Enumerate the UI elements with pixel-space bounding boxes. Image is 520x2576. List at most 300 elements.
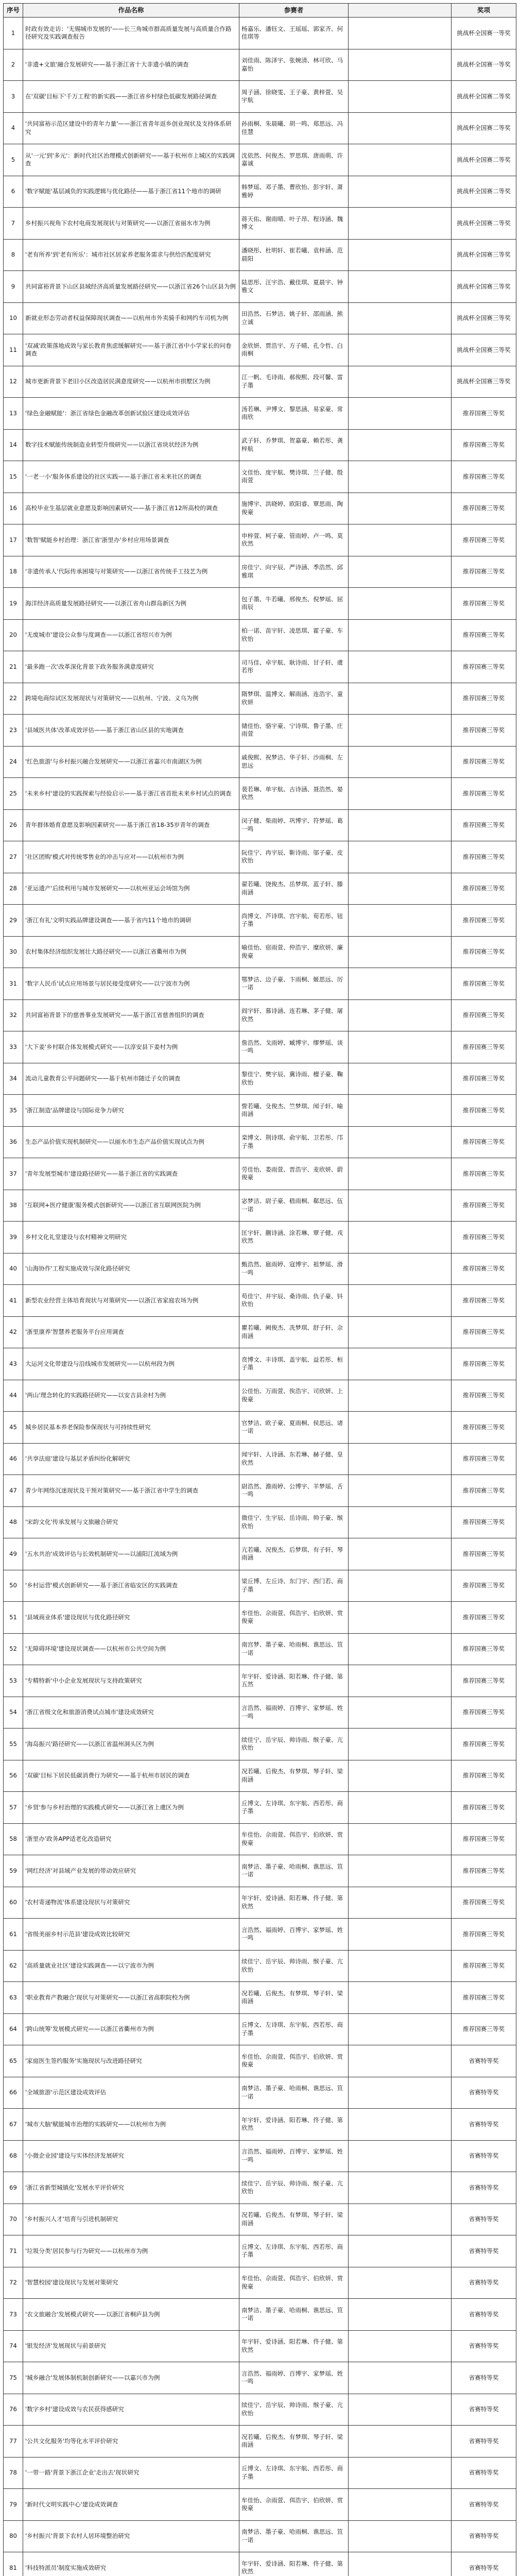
cell-title: '网红经济'对县域产业发展的带动效应研究 — [23, 1855, 239, 1887]
table-row — [4, 18, 516, 49]
cell-authors: 贲博文、丰诗琪、盖宇航、益若彤、桓子墨 — [239, 1348, 349, 1380]
cell-no: 72 — [4, 2267, 23, 2299]
cell-award: 推荐国赛三等奖 — [452, 1602, 516, 1634]
cell-authors: 黎佳宁、樊宇辰、冀诗雨、檀子豪、鞠欣怡 — [239, 1063, 349, 1095]
cell-unit — [349, 778, 452, 810]
cell-award: 推荐国赛三等奖 — [452, 1697, 516, 1728]
cell-no: 22 — [4, 683, 23, 715]
table-row — [4, 1253, 516, 1285]
cell-no: 37 — [4, 1158, 23, 1190]
cell-no: 21 — [4, 651, 23, 683]
cell-award: 省赛特等奖 — [452, 2172, 516, 2204]
cell-unit — [349, 208, 452, 240]
cell-authors: 丘博文、左诗琪、东宇航、西若彤、商子墨 — [239, 2457, 349, 2489]
cell-no: 75 — [4, 2362, 23, 2394]
cell-unit — [349, 1348, 452, 1380]
cell-no: 78 — [4, 2457, 23, 2489]
cell-unit — [349, 2109, 452, 2141]
cell-no: 67 — [4, 2109, 23, 2141]
cell-authors: 续佳宁、岳宇辰、帅诗雨、缑子豪、亢欣怡 — [239, 2172, 349, 2204]
cell-title: '县域医共体'改革成效评估——基于浙江省山区县的实地调查 — [23, 715, 239, 747]
table-row — [4, 2235, 516, 2267]
cell-award: 推荐国赛三等奖 — [452, 809, 516, 841]
cell-award: 推荐国赛三等奖 — [452, 1633, 516, 1665]
cell-title: '浙里康养'智慧养老服务平台应用调查 — [23, 1316, 239, 1348]
table-row — [4, 1950, 516, 1982]
table-row — [4, 2330, 516, 2362]
cell-award: 省赛特等奖 — [452, 2140, 516, 2172]
cell-authors: 鄂梦洁、边子豪、卞雨桐、姬思远、厉一诺 — [239, 968, 349, 1000]
cell-award: 省赛特等奖 — [452, 2520, 516, 2552]
cell-unit — [349, 144, 452, 176]
cell-no: 64 — [4, 2013, 23, 2045]
cell-award: 挑战杯全国赛二等奖 — [452, 208, 516, 240]
table-row — [4, 1697, 516, 1728]
cell-unit — [349, 1633, 452, 1665]
cell-unit — [349, 2045, 452, 2077]
cell-award: 推荐国赛三等奖 — [452, 1760, 516, 1792]
table-row — [4, 1095, 516, 1127]
cell-award: 推荐国赛三等奖 — [452, 1095, 516, 1127]
table-row — [4, 1982, 516, 2014]
cell-title: '银发经济'发展现状与前景研究 — [23, 2330, 239, 2362]
cell-title: '科技特派员'制度实施成效研究 — [23, 2552, 239, 2576]
cell-no: 31 — [4, 968, 23, 1000]
cell-title: 乡村振兴视角下农村电商发展现状与对策研究——以浙江省丽水市为例 — [23, 208, 239, 240]
cell-award: 推荐国赛三等奖 — [452, 1443, 516, 1475]
cell-authors: 年宇轩、爱诗涵、阳若琳、佟子健、第欣然 — [239, 2552, 349, 2576]
cell-award: 省赛特等奖 — [452, 2426, 516, 2458]
cell-title: 高校毕业生基层就业意愿及影响因素研究——基于浙江省12所高校的调查 — [23, 493, 239, 524]
table-row — [4, 176, 516, 208]
cell-no: 9 — [4, 271, 23, 303]
table-row — [4, 905, 516, 937]
cell-no: 14 — [4, 429, 23, 461]
cell-authors: 尚博文、芦诗琪、宫宇航、荀若彤、钮子墨 — [239, 905, 349, 937]
cell-unit — [349, 49, 452, 81]
cell-no: 6 — [4, 176, 23, 208]
table-row — [4, 1919, 516, 1951]
cell-unit — [349, 2267, 452, 2299]
cell-unit — [349, 1982, 452, 2014]
table-row — [4, 683, 516, 715]
cell-authors: 牟佳怡、佘雨萱、佴浩宇、伯欣妍、赏俊豪 — [239, 2045, 349, 2077]
cell-no: 47 — [4, 1475, 23, 1507]
cell-authors: 牟佳怡、佘雨萱、佴浩宇、伯欣妍、赏俊豪 — [239, 2489, 349, 2521]
cell-authors: 杨嘉乐、潘钰文、王瑶瑶、郭家齐、何佳琪等 — [239, 18, 349, 49]
cell-authors: 申梓萱、柯子豪、管雨婷、卢一鸣、莫欣然 — [239, 524, 349, 556]
cell-unit — [349, 1475, 452, 1507]
cell-award: 推荐国赛三等奖 — [452, 1950, 516, 1982]
cell-title: '双减'政策落地成效与家长教育焦虑缓解研究——基于浙江省中小学家长的问卷调查 — [23, 334, 239, 366]
cell-award: 推荐国赛三等奖 — [452, 398, 516, 430]
cell-title: '垃圾分类'居民参与行为研究——以杭州市为例 — [23, 2235, 239, 2267]
cell-unit — [349, 1253, 452, 1285]
cell-authors: 况若曦、后俊杰、有梦琪、琴子轩、梁雨涵 — [239, 2204, 349, 2235]
cell-authors: 孙雨桐、朱晨曦、胡一鸣、郑思远、冯佳慧 — [239, 112, 349, 144]
cell-title: '乡村振兴人才'培育与引进机制研究 — [23, 2204, 239, 2235]
award-table — [3, 3, 516, 2576]
cell-unit — [349, 1538, 452, 1570]
cell-no: 44 — [4, 1380, 23, 1412]
cell-unit — [349, 1190, 452, 1222]
cell-no: 58 — [4, 1823, 23, 1855]
cell-no: 56 — [4, 1760, 23, 1792]
cell-title: '无障碍环境'建设现状调查——以杭州市公共空间为例 — [23, 1633, 239, 1665]
cell-title: '高质量就业社区'建设实践调查——以宁波市为例 — [23, 1950, 239, 1982]
cell-title: 跨境电商综试区发展现状与对策研究——以杭州、宁波、义乌为例 — [23, 683, 239, 715]
cell-award: 挑战杯全国赛二等奖 — [452, 112, 516, 144]
table-row — [4, 1823, 516, 1855]
cell-authors: 陆思彤、汪宇浩、戴佳琪、夏晨宇、钟雅文 — [239, 271, 349, 303]
cell-title: '山海协作'工程实施成效与深化路径研究 — [23, 1253, 239, 1285]
cell-title: '家庭医生签约服务'实施现状与改进路径研究 — [23, 2045, 239, 2077]
table-row — [4, 2109, 516, 2141]
cell-no: 30 — [4, 936, 23, 968]
table-header-row — [4, 4, 516, 18]
cell-award: 推荐国赛三等奖 — [452, 778, 516, 810]
table-row — [4, 461, 516, 493]
table-row — [4, 1792, 516, 1824]
cell-unit — [349, 1950, 452, 1982]
cell-title: '宋韵文化'传承发展与文旅融合研究 — [23, 1506, 239, 1538]
cell-unit — [349, 2299, 452, 2331]
table-row — [4, 968, 516, 1000]
cell-authors: 苟佳宁、井宇辰、桑诗雨、仇子豪、钭欣怡 — [239, 1285, 349, 1317]
cell-title: '青年发展型城市'建设路径研究——基于浙江省的实践调查 — [23, 1158, 239, 1190]
cell-title: '浙江省新型城镇化'发展水平评价研究 — [23, 2172, 239, 2204]
cell-title: 乡村文化礼堂建设与农村精神文明研究 — [23, 1222, 239, 1253]
table-row — [4, 2520, 516, 2552]
cell-unit — [349, 1158, 452, 1190]
cell-no: 38 — [4, 1190, 23, 1222]
cell-authors: 尉浩然、澹雨婷、公博宇、羊梦瑶、舌一鸣 — [239, 1475, 349, 1507]
cell-award: 推荐国赛三等奖 — [452, 1538, 516, 1570]
table-row — [4, 746, 516, 778]
cell-unit — [349, 1031, 452, 1063]
cell-award: 推荐国赛三等奖 — [452, 841, 516, 873]
cell-no: 39 — [4, 1222, 23, 1253]
cell-no: 62 — [4, 1950, 23, 1982]
cell-authors: 况若曦、后俊杰、有梦琪、琴子轩、梁雨涵 — [239, 2426, 349, 2458]
cell-unit — [349, 809, 452, 841]
cell-award: 省赛特等奖 — [452, 2457, 516, 2489]
cell-title: '数字人民币'试点应用场景与居民接受度研究——以宁波市为例 — [23, 968, 239, 1000]
cell-no: 80 — [4, 2520, 23, 2552]
cell-award: 省赛特等奖 — [452, 2489, 516, 2521]
cell-title: 青少年网络沉迷现状及干预对策研究——基于浙江省中学生的调查 — [23, 1475, 239, 1507]
cell-award: 推荐国赛三等奖 — [452, 1475, 516, 1507]
cell-award: 挑战杯全国赛三等奖 — [452, 334, 516, 366]
table-body — [4, 18, 516, 2576]
cell-authors: 房佳宁、向宇辰、严诗涵、季浩然、邱雅琪 — [239, 556, 349, 588]
cell-unit — [349, 1412, 452, 1444]
cell-title: '最多跑一次'改革深化背景下政务服务满意度研究 — [23, 651, 239, 683]
cell-authors: 微佳宁、生宇辰、岳诗雨、帅子豪、缑欣怡 — [239, 1506, 349, 1538]
cell-no: 65 — [4, 2045, 23, 2077]
cell-title: '无废城市'建设公众参与度调查——以浙江省绍兴市为例 — [23, 619, 239, 651]
table-row — [4, 429, 516, 461]
cell-award: 推荐国赛三等奖 — [452, 1792, 516, 1824]
table-row — [4, 2426, 516, 2458]
table-row — [4, 144, 516, 176]
cell-unit — [349, 524, 452, 556]
table-row — [4, 651, 516, 683]
cell-unit — [349, 1855, 452, 1887]
table-row — [4, 1570, 516, 1602]
table-row — [4, 208, 516, 240]
table-row — [4, 1285, 516, 1317]
cell-award: 省赛特等奖 — [452, 2109, 516, 2141]
cell-no: 3 — [4, 81, 23, 113]
cell-no: 46 — [4, 1443, 23, 1475]
cell-title: 城乡居民基本养老保险参保现状与可持续性研究 — [23, 1412, 239, 1444]
cell-authors: 潘晓彤、杜明轩、崔若曦、袁梓涵、范晨阳 — [239, 239, 349, 271]
table-row — [4, 1602, 516, 1634]
table-row — [4, 619, 516, 651]
cell-award: 推荐国赛三等奖 — [452, 1222, 516, 1253]
cell-authors: 甄浩然、扈雨婷、寇博宇、祖梦瑶、滑一鸣 — [239, 1253, 349, 1285]
cell-no: 12 — [4, 366, 23, 398]
header-award: 奖项 — [452, 4, 516, 18]
cell-unit — [349, 1697, 452, 1728]
cell-title: '城乡融合'发展体制机制创新研究——以嘉兴市为例 — [23, 2362, 239, 2394]
cell-award: 省赛特等奖 — [452, 2235, 516, 2267]
table-row — [4, 1063, 516, 1095]
cell-authors: 戚俊熙、祝梦洁、华子轩、沙雨桐、左思远 — [239, 746, 349, 778]
cell-authors: 言浩然、福雨婷、百博宇、家梦瑶、姓一鸣 — [239, 2140, 349, 2172]
cell-unit — [349, 334, 452, 366]
cell-no: 60 — [4, 1887, 23, 1919]
cell-title: 从'一元'到'多元'：新时代社区治理模式创新研究——基于杭州市上城区的实践调查 — [23, 144, 239, 176]
cell-award: 挑战杯全国赛一等奖 — [452, 49, 516, 81]
cell-authors: 牟佳怡、佘雨萱、佴浩宇、伯欣妍、赏俊豪 — [239, 2267, 349, 2299]
cell-authors: 武子轩、乔梦琪、贺嘉豪、赖若彤、龚梓航 — [239, 429, 349, 461]
cell-title: '乡贤'参与乡村治理的实践模式研究——以浙江省上虞区为例 — [23, 1792, 239, 1824]
table-row — [4, 588, 516, 620]
cell-title: '乡村运营'模式创新研究——基于浙江省临安区的实践调查 — [23, 1570, 239, 1602]
cell-unit — [349, 302, 452, 334]
cell-authors: 宓梦洁、尉子豪、嵇雨桐、郗思远、伍一诺 — [239, 1190, 349, 1222]
cell-title: '县域商业体系'建设现状与优化路径研究 — [23, 1602, 239, 1634]
table-row — [4, 1887, 516, 1919]
cell-title: '浙江制造'品牌建设与国际竞争力研究 — [23, 1095, 239, 1127]
cell-unit — [349, 2013, 452, 2045]
cell-authors: 訾若曦、殳俊杰、竺梦琪、闻子轩、喻雨涵 — [239, 1095, 349, 1127]
cell-award: 省赛特等奖 — [452, 2204, 516, 2235]
cell-unit — [349, 271, 452, 303]
cell-title: '新时代文明实践中心'建设成效调查 — [23, 2489, 239, 2521]
cell-unit — [349, 999, 452, 1031]
table-row — [4, 1190, 516, 1222]
cell-no: 66 — [4, 2077, 23, 2109]
cell-unit — [349, 1443, 452, 1475]
table-row — [4, 2552, 516, 2576]
cell-authors: 亢若曦、况俊杰、后梦琪、有子轩、琴雨涵 — [239, 1538, 349, 1570]
cell-no: 41 — [4, 1285, 23, 1317]
cell-title: '公共文化服务'均等化水平评价研究 — [23, 2426, 239, 2458]
cell-award: 挑战杯全国赛二等奖 — [452, 81, 516, 113]
cell-award: 推荐国赛三等奖 — [452, 715, 516, 747]
cell-unit — [349, 1222, 452, 1253]
cell-unit — [349, 1919, 452, 1951]
table-row — [4, 1633, 516, 1665]
cell-award: 推荐国赛三等奖 — [452, 1665, 516, 1697]
cell-unit — [349, 2426, 452, 2458]
cell-title: '数字乡村'建设成效与农民获得感研究 — [23, 2394, 239, 2426]
table-row — [4, 2140, 516, 2172]
cell-authors: 金欣妍、贾浩宇、方子晴、孔令哲、白雨桐 — [239, 334, 349, 366]
cell-award: 推荐国赛三等奖 — [452, 1126, 516, 1158]
cell-no: 79 — [4, 2489, 23, 2521]
cell-no: 17 — [4, 524, 23, 556]
cell-award: 推荐国赛三等奖 — [452, 556, 516, 588]
cell-title: 时政有效走访：'无锡城市发展的'——长三角城市群高质量发展与高质量合作路径研究及实践调查报告 — [23, 18, 239, 49]
cell-award: 省赛特等奖 — [452, 2299, 516, 2331]
cell-unit — [349, 1602, 452, 1634]
table-row — [4, 1031, 516, 1063]
table-row — [4, 2045, 516, 2077]
cell-unit — [349, 1570, 452, 1602]
cell-title: '一带一路'背景下浙江企业'走出去'现状研究 — [23, 2457, 239, 2489]
cell-award: 推荐国赛三等奖 — [452, 1380, 516, 1412]
cell-authors: 南梦洁、墨子豪、哈雨桐、谯思远、笪一诺 — [239, 2520, 349, 2552]
cell-no: 29 — [4, 905, 23, 937]
cell-unit — [349, 1126, 452, 1158]
cell-authors: 喻佳怡、宿雨萱、仲浩宇、糜欣妍、廉俊豪 — [239, 936, 349, 968]
cell-unit — [349, 2520, 452, 2552]
table-row — [4, 2077, 516, 2109]
header-no: 序号 — [4, 4, 23, 18]
cell-no: 76 — [4, 2394, 23, 2426]
cell-authors: 江一帆、毛诗雨、郝俊熙、段可馨、雷子墨 — [239, 366, 349, 398]
cell-title: '全域旅游'示范区建设成效评估 — [23, 2077, 239, 2109]
cell-title: '数字赋能'基层减负的实践逻辑与优化路径——基于浙江省11个地市的调研 — [23, 176, 239, 208]
cell-no: 63 — [4, 1982, 23, 2014]
cell-unit — [349, 1285, 452, 1317]
cell-unit — [349, 968, 452, 1000]
cell-unit — [349, 2394, 452, 2426]
cell-award: 挑战杯全国赛三等奖 — [452, 302, 516, 334]
cell-title: '小微企业园'建设与实体经济发展研究 — [23, 2140, 239, 2172]
table-row — [4, 1412, 516, 1444]
cell-unit — [349, 2362, 452, 2394]
cell-no: 49 — [4, 1538, 23, 1570]
cell-authors: 沈依然、何俊杰、罗思琪、唐雨萌、许嘉诚 — [239, 144, 349, 176]
table-row — [4, 1855, 516, 1887]
cell-title: '社区团购'模式对传统零售业的冲击与应对——以杭州市为例 — [23, 841, 239, 873]
cell-unit — [349, 1823, 452, 1855]
table-row — [4, 1665, 516, 1697]
cell-award: 推荐国赛三等奖 — [452, 1158, 516, 1190]
cell-authors: 言浩然、福雨婷、百博宇、家梦瑶、姓一鸣 — [239, 1919, 349, 1951]
cell-title: 共同富裕背景下山区县域经济高质量发展路径研究——以浙江省26个山区县为例 — [23, 271, 239, 303]
cell-unit — [349, 715, 452, 747]
cell-authors: 丘博文、左诗琪、东宇航、西若彤、商子墨 — [239, 2013, 349, 2045]
cell-unit — [349, 2552, 452, 2576]
cell-title: '农文旅融合'发展模式研究——以浙江省桐庐县为例 — [23, 2299, 239, 2331]
cell-unit — [349, 112, 452, 144]
cell-title: '浙江有礼'文明实践品牌建设调查——基于省内11个地市的调研 — [23, 905, 239, 937]
cell-award: 推荐国赛三等奖 — [452, 1887, 516, 1919]
cell-title: '专精特新'中小企业发展现状与支持政策研究 — [23, 1665, 239, 1697]
cell-no: 50 — [4, 1570, 23, 1602]
cell-title: '红色旅游'与乡村振兴融合发展研究——以浙江省嘉兴市南湖区为例 — [23, 746, 239, 778]
table-row — [4, 778, 516, 810]
cell-award: 挑战杯全国赛三等奖 — [452, 366, 516, 398]
cell-authors: 续佳宁、岳宇辰、帅诗雨、缑子豪、亢欣怡 — [239, 2394, 349, 2426]
cell-title: 海洋经济高质量发展路径研究——以浙江省舟山群岛新区为例 — [23, 588, 239, 620]
cell-no: 42 — [4, 1316, 23, 1348]
cell-authors: 田浩然、石梦洁、姚子轩、邵雨涵、熊立诚 — [239, 302, 349, 334]
cell-unit — [349, 239, 452, 271]
cell-title: '职业教育产教融合'现状与对策研究——以浙江省高职院校为例 — [23, 1982, 239, 2014]
cell-unit — [349, 651, 452, 683]
table-row — [4, 809, 516, 841]
cell-award: 省赛特等奖 — [452, 2077, 516, 2109]
cell-no: 73 — [4, 2299, 23, 2331]
cell-award: 挑战杯全国赛二等奖 — [452, 144, 516, 176]
cell-no: 74 — [4, 2330, 23, 2362]
cell-title: 新就业形态劳动者权益保障现状调查——以杭州市外卖骑手和网约车司机为例 — [23, 302, 239, 334]
cell-award: 推荐国赛三等奖 — [452, 1348, 516, 1380]
cell-unit — [349, 936, 452, 968]
cell-authors: 储佳怡、骆宇豪、宁诗琪、鲁子墨、庄雨萱 — [239, 715, 349, 747]
cell-authors: 况若曦、后俊杰、有梦琪、琴子轩、梁雨涵 — [239, 1760, 349, 1792]
cell-award: 推荐国赛三等奖 — [452, 999, 516, 1031]
cell-authors: 年宇轩、爱诗涵、阳若琳、佟子健、第五然 — [239, 1665, 349, 1697]
cell-award: 推荐国赛三等奖 — [452, 1506, 516, 1538]
cell-title: '共同富裕示范区建设中的青年力量'——浙江省青年返乡创业现状及支持体系研究 — [23, 112, 239, 144]
cell-authors: 詹浩然、戈雨婷、臧博宇、缪梦瑶、谈一鸣 — [239, 1031, 349, 1063]
cell-award: 推荐国赛三等奖 — [452, 429, 516, 461]
cell-award: 推荐国赛三等奖 — [452, 1316, 516, 1348]
cell-unit — [349, 366, 452, 398]
cell-no: 7 — [4, 208, 23, 240]
cell-authors: 南宫梦、墨子豪、哈雨桐、谯思远、笪一诺 — [239, 1633, 349, 1665]
table-row — [4, 1475, 516, 1507]
cell-unit — [349, 1792, 452, 1824]
cell-authors: 韩梦瑶、邓子墨、曹欣怡、彭宇轩、萧雅婷 — [239, 176, 349, 208]
cell-authors: 言浩然、福雨婷、百博宇、家梦瑶、姓一鸣 — [239, 2362, 349, 2394]
cell-award: 推荐国赛三等奖 — [452, 1855, 516, 1887]
cell-unit — [349, 2077, 452, 2109]
cell-no: 10 — [4, 302, 23, 334]
cell-authors: 丘博文、左诗琪、东宇航、西若彤、商子墨 — [239, 2235, 349, 2267]
table-row — [4, 493, 516, 524]
table-row — [4, 302, 516, 334]
cell-no: 57 — [4, 1792, 23, 1824]
cell-unit — [349, 2204, 452, 2235]
cell-no: 77 — [4, 2426, 23, 2458]
cell-award: 推荐国赛三等奖 — [452, 1031, 516, 1063]
cell-unit — [349, 2457, 452, 2489]
table-row — [4, 2489, 516, 2521]
cell-authors: 南梦洁、墨子豪、哈雨桐、谯思远、笪一诺 — [239, 2077, 349, 2109]
cell-no: 53 — [4, 1665, 23, 1697]
table-row — [4, 2172, 516, 2204]
table-row — [4, 556, 516, 588]
cell-award: 推荐国赛三等奖 — [452, 493, 516, 524]
cell-authors: 施博宇、洪晓婷、欧阳睿、覃思雨、陶俊豪 — [239, 493, 349, 524]
header-unit — [349, 4, 452, 18]
cell-title: '智慧校园'建设现状与发展对策研究 — [23, 2267, 239, 2299]
table-row — [4, 239, 516, 271]
cell-title: '共享法庭'建设与基层矛盾纠纷化解研究 — [23, 1443, 239, 1475]
cell-authors: 裴若琳、单宇航、古诗涵、聂浩然、晏欣然 — [239, 778, 349, 810]
cell-authors: 牟佳怡、佘雨萱、佴浩宇、伯欣妍、赏俊豪 — [239, 1602, 349, 1634]
table-row — [4, 366, 516, 398]
